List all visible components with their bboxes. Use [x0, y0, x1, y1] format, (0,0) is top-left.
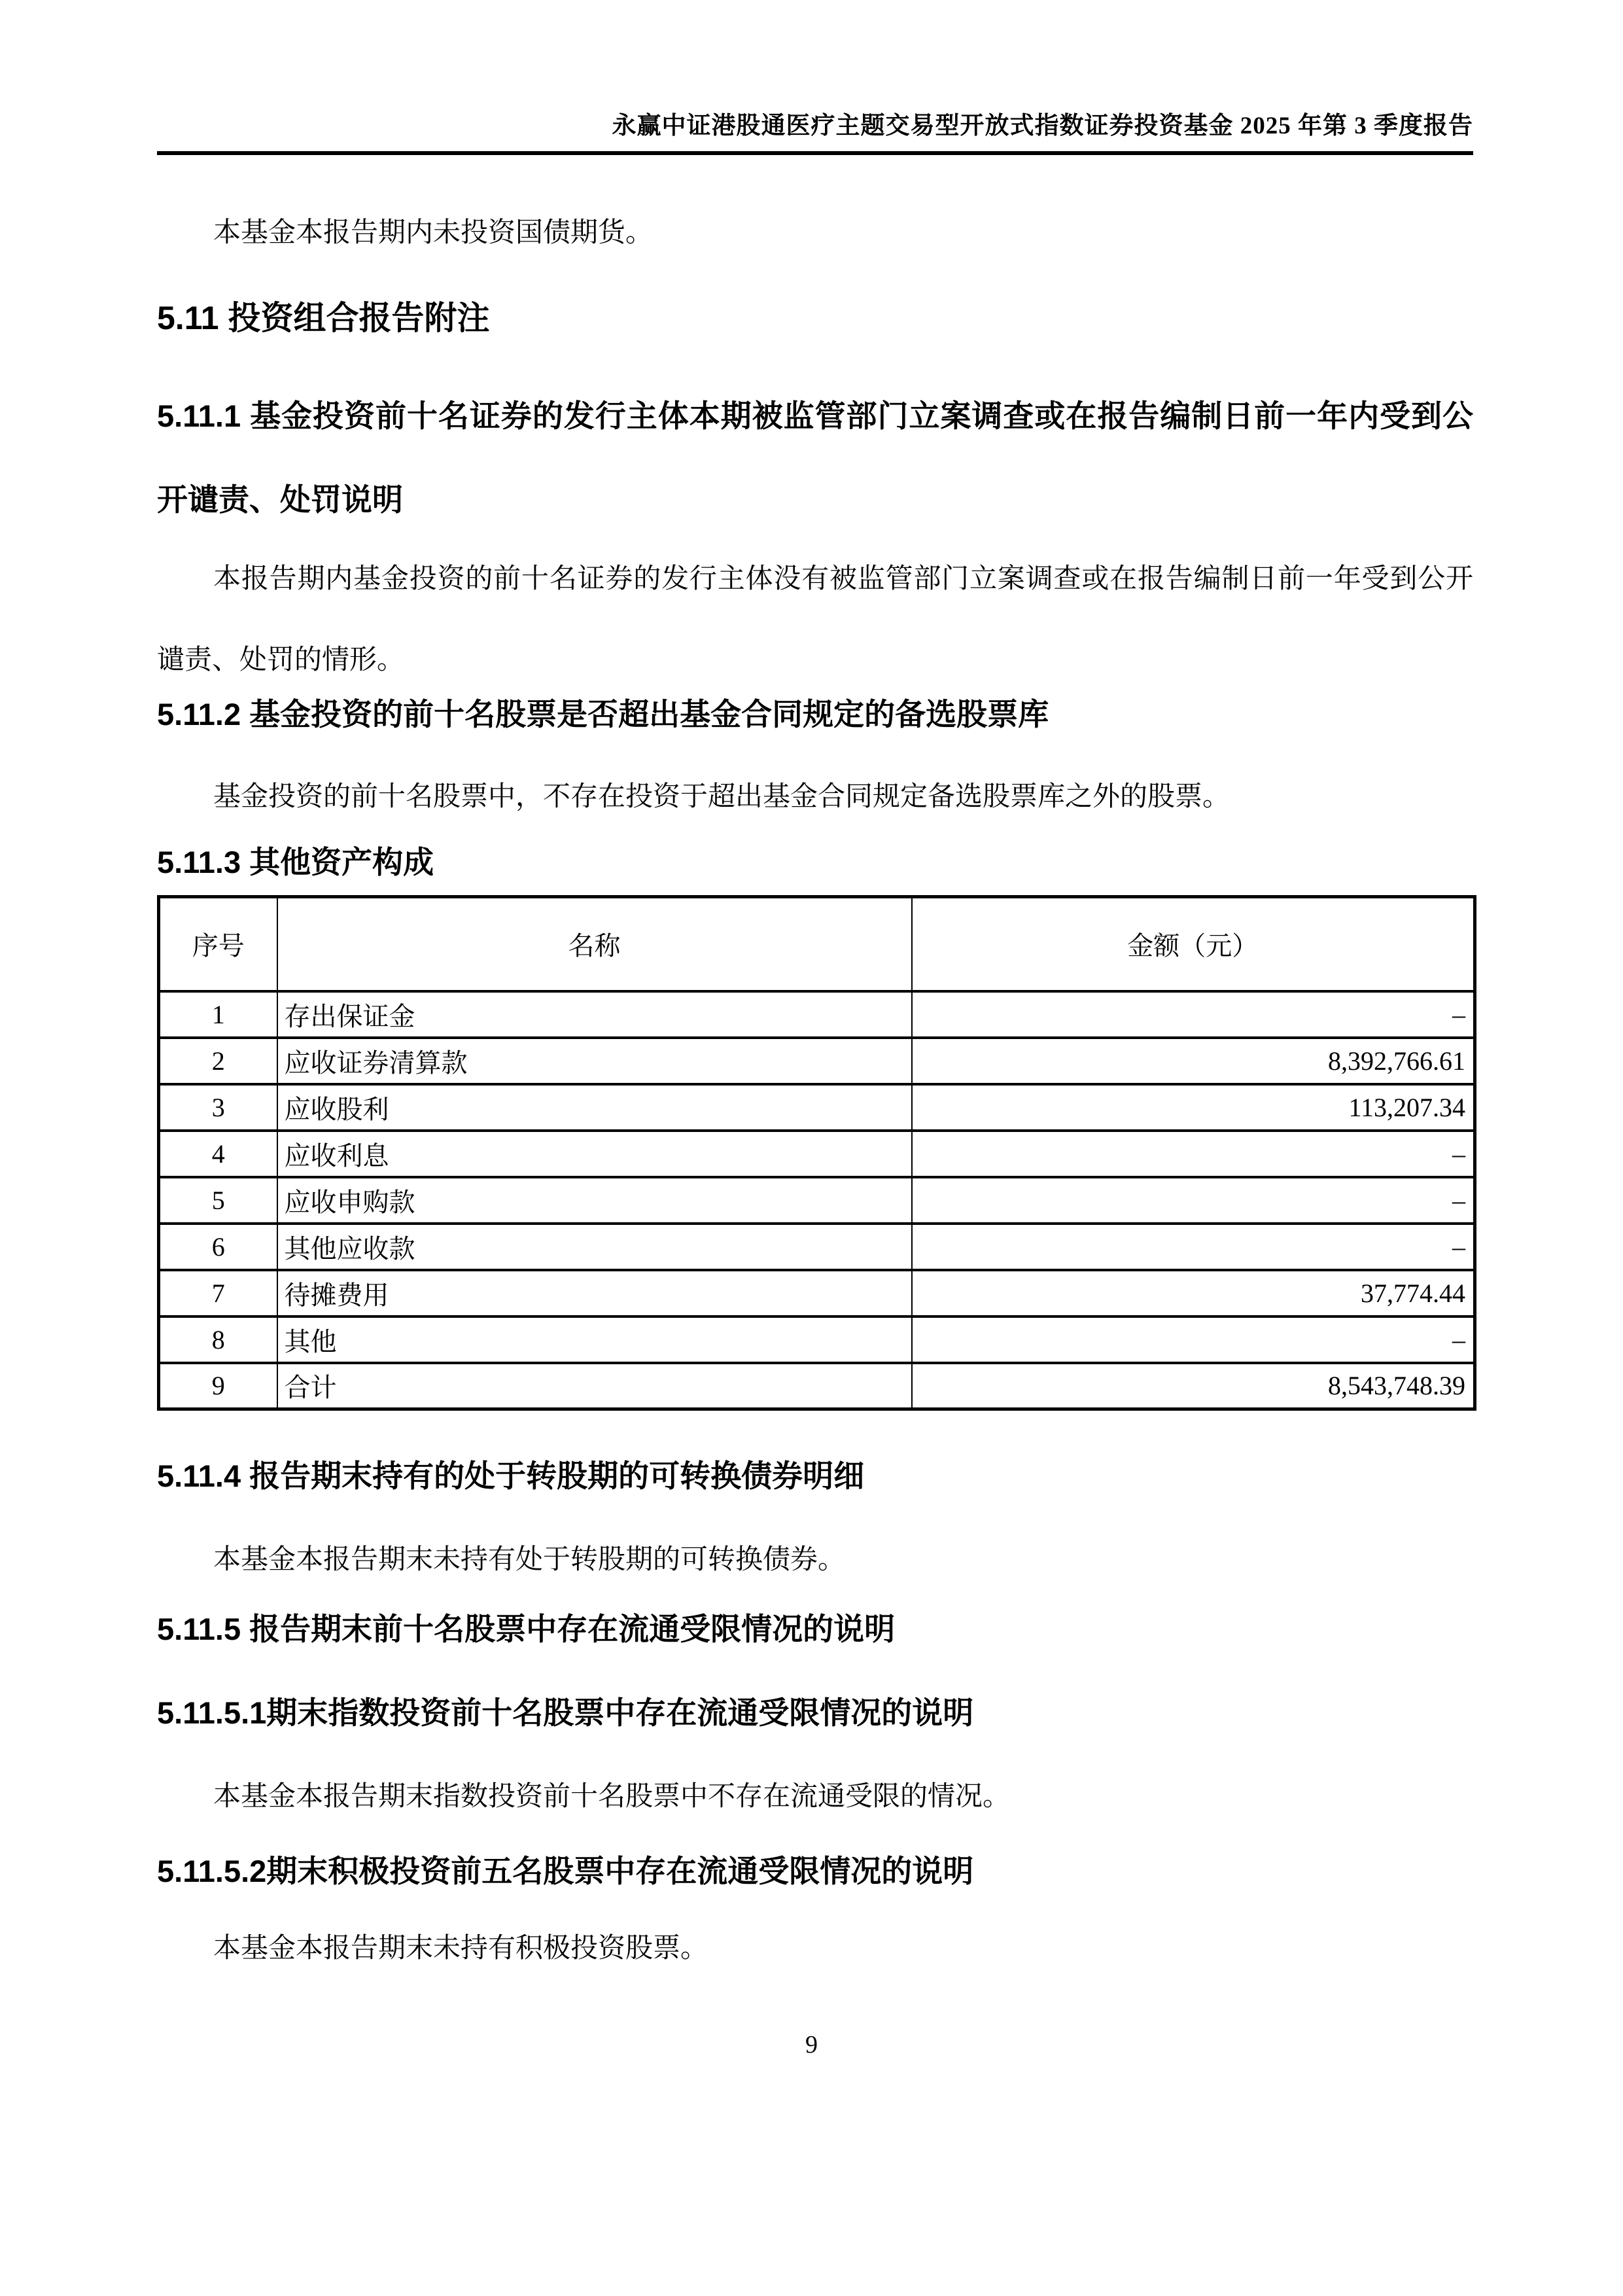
- heading-5-11-2: 5.11.2 基金投资的前十名股票是否超出基金合同规定的备选股票库: [157, 697, 1049, 732]
- table-cell-name: 合计: [277, 1363, 912, 1409]
- table-cell-amount: –: [912, 1316, 1475, 1363]
- table-cell-no: 3: [159, 1084, 277, 1131]
- intro-paragraph: 本基金本报告期内未投资国债期货。: [213, 218, 654, 248]
- table-cell-amount: –: [912, 1224, 1475, 1270]
- table-cell-no: 4: [159, 1131, 277, 1177]
- heading-5-11: 5.11 投资组合报告附注: [157, 300, 490, 336]
- heading-5-11-5-1: 5.11.5.1期末指数投资前十名股票中存在流通受限情况的说明: [157, 1695, 974, 1730]
- table-row: [159, 1131, 1475, 1177]
- heading-5-11-1: 5.11.1 基金投资前十名证券的发行主体本期被监管部门立案调查或在报告编制日前一年内受到公开谴责、处罚说明: [157, 398, 1473, 517]
- heading-5-11-5-2: 5.11.5.2期末积极投资前五名股票中存在流通受限情况的说明: [157, 1854, 974, 1888]
- table-row: [159, 1363, 1475, 1409]
- column-header-amount: 金额（元）: [912, 897, 1475, 991]
- paragraph-5-11-2: 基金投资的前十名股票中，不存在投资于超出基金合同规定备选股票库之外的股票。: [213, 782, 1230, 812]
- table-row: [159, 1316, 1475, 1363]
- table-cell-no: 5: [159, 1177, 277, 1224]
- table-cell-no: 1: [159, 991, 277, 1038]
- table-cell-name: 其他应收款: [277, 1224, 912, 1270]
- heading-5-11-3: 5.11.3 其他资产构成: [157, 845, 434, 879]
- table-cell-name: 待摊费用: [277, 1270, 912, 1316]
- other-assets-table: [157, 895, 1476, 1411]
- heading-5-11-5: 5.11.5 报告期末前十名股票中存在流通受限情况的说明: [157, 1612, 896, 1646]
- table-cell-amount: 113,207.34: [912, 1084, 1475, 1131]
- table-header-row: [159, 897, 1475, 991]
- table-cell-amount: –: [912, 1177, 1475, 1224]
- table-cell-name: 存出保证金: [277, 991, 912, 1038]
- table-cell-name: 应收申购款: [277, 1177, 912, 1224]
- paragraph-5-11-5-2: 本基金本报告期末未持有积极投资股票。: [213, 1934, 708, 1964]
- table-cell-name: 其他: [277, 1316, 912, 1363]
- table-cell-name: 应收股利: [277, 1084, 912, 1131]
- table-row: [159, 1038, 1475, 1084]
- table-cell-no: 9: [159, 1363, 277, 1409]
- page-number: 9: [805, 2031, 818, 2058]
- table-cell-no: 6: [159, 1224, 277, 1270]
- table-cell-no: 8: [159, 1316, 277, 1363]
- page-header-title: 永赢中证港股通医疗主题交易型开放式指数证券投资基金 2025 年第 3 季度报告: [612, 113, 1473, 139]
- paragraph-5-11-4: 本基金本报告期末未持有处于转股期的可转换债券。: [213, 1545, 846, 1575]
- table-cell-amount: –: [912, 991, 1475, 1038]
- table-cell-no: 7: [159, 1270, 277, 1316]
- table-cell-amount: 8,392,766.61: [912, 1038, 1475, 1084]
- table-cell-name: 应收利息: [277, 1131, 912, 1177]
- table-row: [159, 1084, 1475, 1131]
- table-cell-amount: 8,543,748.39: [912, 1363, 1475, 1409]
- paragraph-5-11-5-1: 本基金本报告期末指数投资前十名股票中不存在流通受限的情况。: [213, 1782, 1011, 1812]
- table-cell-amount: –: [912, 1131, 1475, 1177]
- column-header-name: 名称: [277, 897, 912, 991]
- table-row: [159, 1270, 1475, 1316]
- header-divider: [157, 151, 1473, 155]
- table-row: [159, 1224, 1475, 1270]
- table-cell-name: 应收证券清算款: [277, 1038, 912, 1084]
- paragraph-5-11-1: 本报告期内基金投资的前十名证券的发行主体没有被监管部门立案调查或在报告编制日前一年受到公开谴责、处罚的情形。: [157, 564, 1473, 675]
- table-cell-no: 2: [159, 1038, 277, 1084]
- table-row: [159, 1177, 1475, 1224]
- table-row: [159, 991, 1475, 1038]
- heading-5-11-4: 5.11.4 报告期末持有的处于转股期的可转换债券明细: [157, 1458, 865, 1493]
- table-cell-amount: 37,774.44: [912, 1270, 1475, 1316]
- column-header-no: 序号: [159, 897, 277, 991]
